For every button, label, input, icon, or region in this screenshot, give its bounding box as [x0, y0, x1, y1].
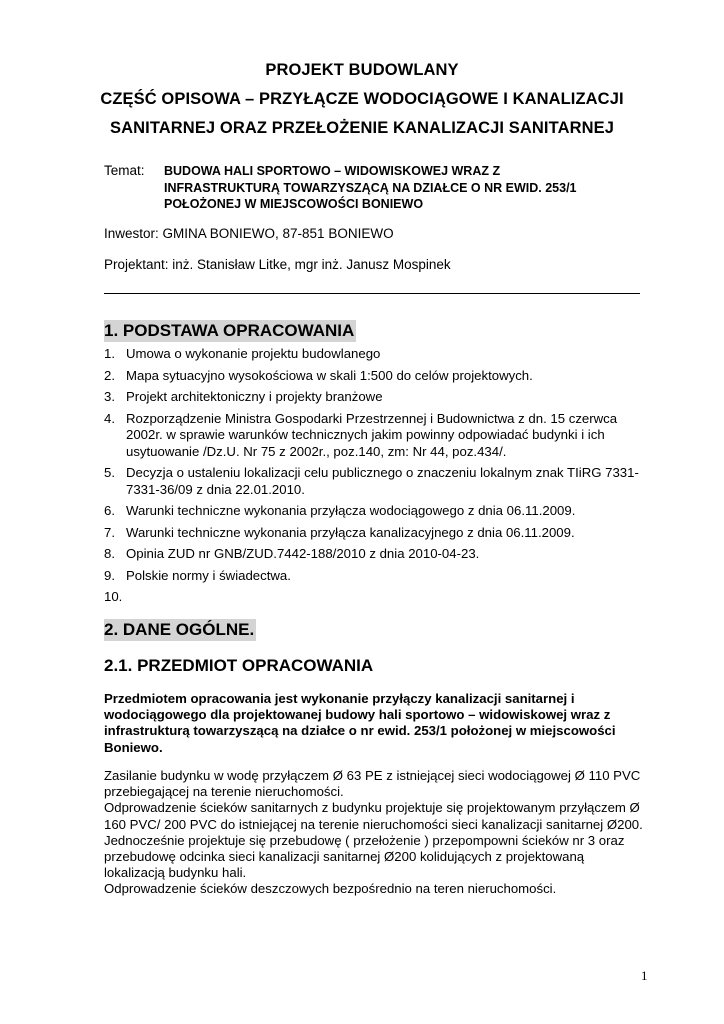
- list-item-text: Opinia ZUD nr GNB/ZUD.7442-188/2010 z dnia 2010-04-23.: [126, 546, 480, 561]
- basis-list: [104, 346, 649, 604]
- document-subtitle-line2: SANITARNEJ ORAZ PRZEŁOŻENIE KANALIZACJI SANITARNEJ: [110, 119, 614, 137]
- list-item-number: 7.: [104, 524, 115, 540]
- list-item-text: Warunki techniczne wykonania przyłącza wodociągowego z dnia 06.11.2009.: [126, 503, 576, 518]
- list-item-text: Projekt architektoniczny i projekty branżowe: [126, 389, 383, 404]
- list-item-text: Polskie normy i świadectwa.: [126, 567, 291, 583]
- list-item-text: Warunki techniczne wykonania przyłącza kanalizacyjnego z dnia 06.11.2009.: [126, 524, 575, 540]
- topic-text: [164, 163, 684, 213]
- list-item: [104, 389, 649, 406]
- list-item-number: 10.: [104, 589, 123, 604]
- subject-summary-paragraph: Przedmiotem opracowania jest wykonanie przyłączy kanalizacji sanitarnej i wodociągowego dla projektowanej budowy hali sportowo – widowiskowej wraz z infrastrukturą towarzyszącą na działce o nr ewid. 253/1 położonej w miejscowości Boniewo.: [104, 691, 616, 755]
- document-title: PROJEKT BUDOWLANY: [265, 61, 459, 79]
- investor-line: Inwestor: GMINA BONIEWO, 87-851 BONIEWO: [104, 226, 394, 241]
- list-item-text: Mapa sytuacyjno wysokościowa w skali 1:500 do celów projektowych.: [126, 367, 533, 383]
- topic-line: INFRASTRUKTURĄ TOWARZYSZĄCĄ NA DZIAŁCE O NR EWID. 253/1: [164, 180, 577, 195]
- list-item-number: 3.: [104, 389, 115, 404]
- paragraph: Zasilanie budynku w wodę przyłączem Ø 63 PE z istniejącej sieci wodociągowej Ø 110 PVC przebiegającej na terenie nieruchomości.: [104, 768, 641, 800]
- list-item: [104, 503, 649, 520]
- page-number: 1: [641, 968, 648, 983]
- subject-details: [104, 768, 644, 898]
- section-heading-general: 2. DANE OGÓLNE.: [104, 620, 255, 639]
- list-item: [104, 411, 649, 461]
- list-item-text: Umowa o wykonanie projektu budowlanego: [126, 346, 381, 361]
- list-item-text: Rozporządzenie Ministra Gospodarki Przestrzennej i Budownictwa z dn. 15 czerwca 2002r. w sprawie warunków technicznych jakim powinny odpowiadać budynki i ich usytuowanie /Dz.U. Nr 75 z 2002r., poz.140, zm: Nr 44, poz.434/.: [126, 410, 618, 459]
- list-item: [104, 546, 649, 563]
- list-item-number: 6.: [104, 503, 115, 518]
- list-item-number: 5.: [104, 465, 115, 480]
- list-item: [104, 346, 649, 363]
- subsection-heading-subject: 2.1. PRZEDMIOT OPRACOWANIA: [104, 656, 374, 675]
- list-item-number: 4.: [104, 410, 115, 426]
- list-item: [104, 525, 649, 542]
- list-item-text: Decyzja o ustaleniu lokalizacji celu publicznego o znaczeniu lokalnym znak TIiRG 7331-7331-36/09 z dnia 22.01.2010.: [126, 465, 639, 497]
- list-item-number: 8.: [104, 546, 115, 561]
- topic-line: POŁOŻONEJ W MIEJSCOWOŚCI BONIEWO: [164, 197, 424, 211]
- paragraph: Odprowadzenie ścieków deszczowych bezpośrednio na teren nieruchomości.: [104, 881, 557, 897]
- list-item: [104, 568, 649, 585]
- paragraph: Odprowadzenie ścieków sanitarnych z budynku projektuje się projektowanym przyłączem Ø 160 PVC/ 200 PVC do istniejącej na terenie nieruchomości sieci kanalizacji sanitarnej Ø200. Jednocześnie projektuje się przebudowę ( przełożenie ) przepompowni ścieków nr 3 oraz przebudowę odcinka sieci kanalizacji sanitarnej Ø200 kolidujących z projektowaną lokalizacją budynku hali.: [104, 800, 643, 881]
- list-item-number: 1.: [104, 346, 115, 361]
- list-item: [104, 368, 649, 385]
- topic-line: BUDOWA HALI SPORTOWO – WIDOWISKOWEJ WRAZ Z: [164, 164, 501, 178]
- list-item: [104, 465, 649, 498]
- document-subtitle-line1: CZĘŚĆ OPISOWA – PRZYŁĄCZE WODOCIĄGOWE I KANALIZACJI: [100, 90, 624, 108]
- designer-line: Projektant: inż. Stanisław Litke, mgr inż. Janusz Mospinek: [104, 257, 451, 272]
- horizontal-divider: [104, 293, 640, 294]
- section-heading-basis: 1. PODSTAWA OPRACOWANIA: [104, 321, 355, 340]
- topic-label: Temat:: [104, 163, 145, 178]
- list-item-number: 2.: [104, 367, 115, 383]
- list-item-number: 9.: [104, 567, 115, 583]
